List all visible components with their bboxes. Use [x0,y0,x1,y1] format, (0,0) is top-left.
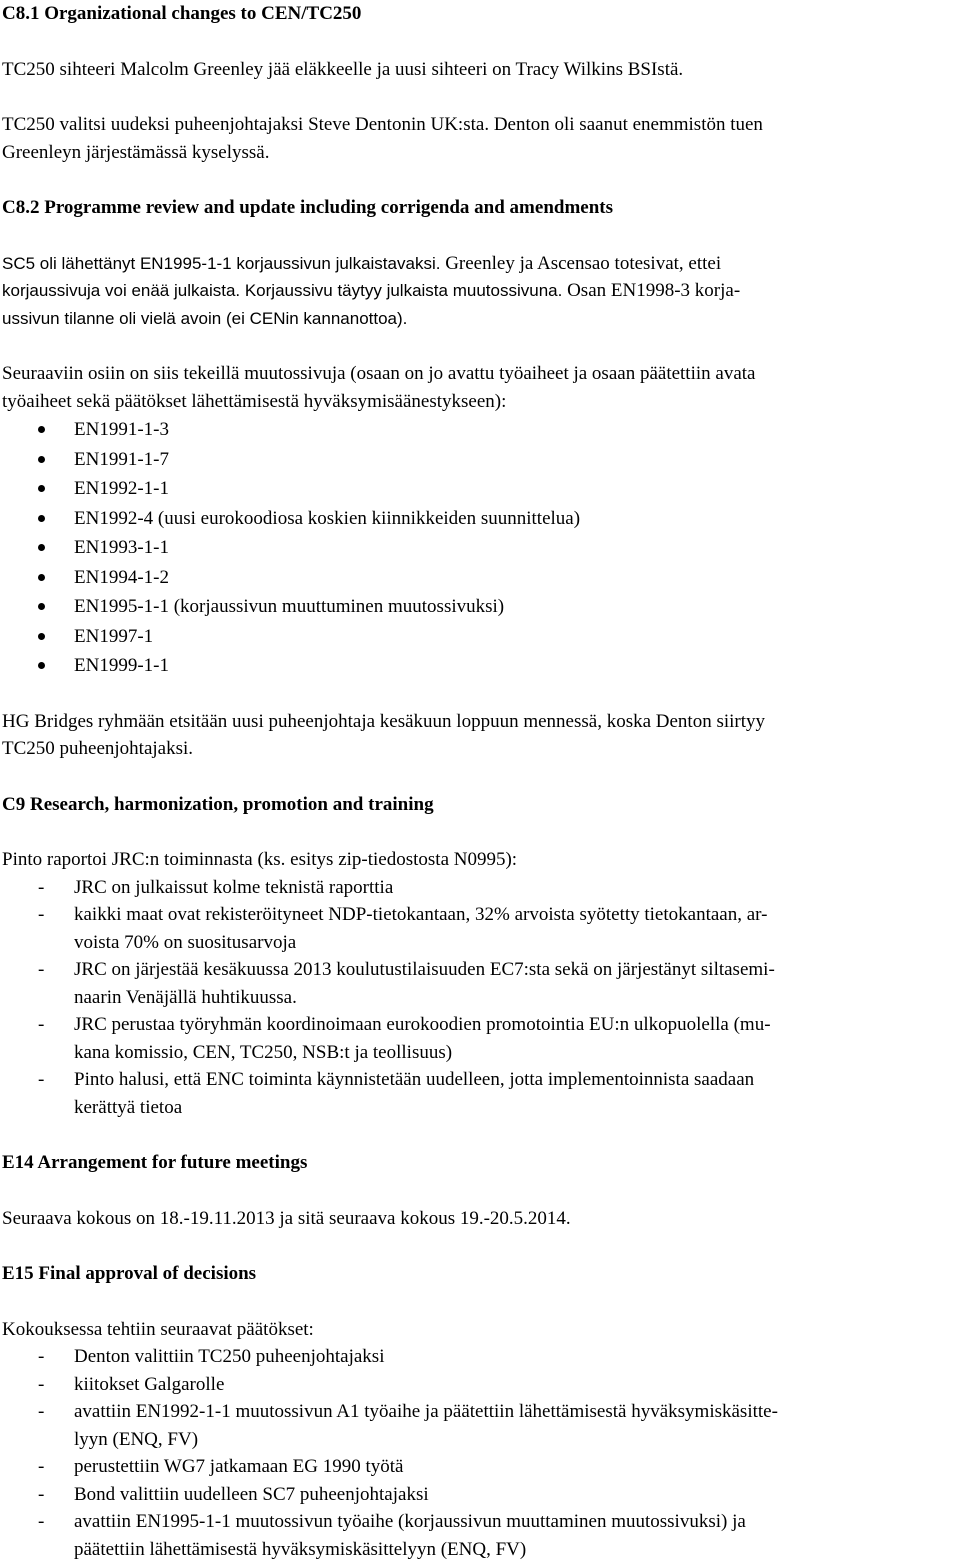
decisions-list [2,1343,960,1563]
list-item-text: EN1992-1-1 [74,478,169,499]
list-item [2,651,960,681]
bullet-icon [38,544,45,551]
list-item-text: lyyn (ENQ, FV) [74,1428,199,1450]
list-item-text: EN1995-1-1 (korjaussivun muuttuminen muutossivuksi) [74,596,505,617]
list-item-text: EN1991-1-7 [74,448,169,470]
dash-marker: - [38,904,45,925]
paragraph-e14-next-meeting: Seuraava kokous on 18.-19.11.2013 ja sitä seuraava kokous 19.-20.5.2014. [2,1207,571,1229]
bullet-icon [38,603,45,610]
bullet-icon [38,574,45,581]
paragraph-fragment: korjaussivuja voi enää julkaista. [2,281,241,300]
bullet-icon [38,426,45,433]
paragraph-fragment: Greenley ja Ascensao totesivat, ettei [440,252,722,274]
list-item-text: Pinto halusi, että ENC toiminta käynnistetään uudelleen, jotta implementoinnista saadaan [74,1069,755,1090]
bullet-icon [38,485,45,492]
list-item-text: EN1997-1 [74,625,154,647]
list-item-text: kerättyä tietoa [74,1096,183,1118]
heading-e15: E15 Final approval of decisions [2,1263,257,1284]
paragraph-line: Greenleyn järjestämässä kyselyssä. [2,141,270,163]
paragraph-line: TC250 valitsi uudeksi puheenjohtajaksi Steve Dentonin UK:sta. Denton oli saanut enemmistön tuen [2,114,763,135]
list-item-text: Denton valittiin TC250 puheenjohtajaksi [74,1346,385,1367]
list-item [2,1371,960,1399]
list-item [2,415,960,445]
list-item-text: voista 70% on suositusarvoja [74,931,297,953]
list-item [2,1066,960,1121]
dash-marker: - [38,1373,45,1395]
bullet-icon [38,456,45,463]
list-item [2,874,960,902]
list-item [2,1508,960,1563]
paragraph-e15-intro: Kokouksessa tehtiin seuraavat päätökset: [2,1318,314,1340]
list-item [2,504,960,534]
list-item-text: EN1994-1-2 [74,566,169,588]
list-item [2,901,960,956]
paragraph-c8-2-amendments [2,360,960,415]
list-item [2,956,960,1011]
list-item [2,533,960,563]
list-item [2,445,960,475]
list-item-text: JRC perustaa työryhmän koordinoimaan eurokoodien promotointia EU:n ulkopuolella (mu- [74,1014,771,1035]
paragraph-line: Seuraaviin osiin on siis tekeillä muutossivuja (osaan on jo avattu työaiheet ja osaan päätettiin avata [2,363,756,384]
list-item-text: kana komissio, CEN, TC250, NSB:t ja teollisuus) [74,1041,453,1063]
paragraph-c8-2-corrigenda [2,250,960,333]
paragraph-fragment: Osan EN1998-3 korja- [562,280,741,301]
dash-marker: - [38,1069,45,1090]
dash-marker: - [38,1346,45,1367]
paragraph-line: TC250 puheenjohtajaksi. [2,738,194,759]
list-item [2,563,960,593]
heading-c9: C9 Research, harmonization, promotion and training [2,793,434,815]
paragraph-fragment: Korjaussivu täytyy julkaista muutossivuna. [240,281,563,300]
dash-marker: - [38,1456,45,1477]
dash-marker: - [38,1483,45,1505]
list-item-text: EN1992-4 (uusi eurokoodiosa koskien kiinnikkeiden suunnittelua) [74,507,581,529]
paragraph-line: työaiheet sekä päätökset lähettämisestä hyväksymisäänestykseen): [2,390,507,412]
paragraph-fragment: SC5 oli lähettänyt EN1995-1-1 korjaussivun julkaistavaksi. [2,253,441,273]
paragraph-c8-1-chair [2,111,960,166]
list-item-text: Bond valittiin uudelleen SC7 puheenjohtajaksi [74,1483,429,1505]
paragraph-c8-2-bridges [2,708,960,763]
list-item-text: kiitokset Galgarolle [74,1373,225,1395]
list-item [2,1453,960,1481]
list-item-text: avattiin EN1995-1-1 muutossivun työaihe (korjaussivun muuttaminen muutossivuksi) ja [74,1511,746,1532]
list-item-text: perustettiin WG7 jatkamaan EG 1990 työtä [74,1456,404,1477]
list-item-text: naarin Venäjällä huhtikuussa. [74,986,297,1008]
paragraph-c8-1-secretary: TC250 sihteeri Malcolm Greenley jää eläkkeelle ja uusi sihteeri on Tracy Wilkins BSIstä. [2,58,684,80]
list-item-text: JRC on julkaissut kolme teknistä raporttia [74,876,394,898]
dash-marker: - [38,1401,45,1422]
heading-c8-2: C8.2 Programme review and update including corrigenda and amendments [2,197,613,218]
list-item-text: kaikki maat ovat rekisteröityneet NDP-tietokantaan, 32% arvoista syötetty tietokantaan, ar- [74,904,768,925]
amendment-list [2,415,960,681]
bullet-icon [38,662,45,669]
bullet-icon [38,515,45,522]
list-item-text: EN1993-1-1 [74,537,169,558]
jrc-list [2,874,960,1122]
list-item [2,1398,960,1453]
dash-marker: - [38,1014,45,1035]
paragraph-line: HG Bridges ryhmään etsitään uusi puheenjohtaja kesäkuun loppuun mennessä, koska Denton siirtyy [2,710,766,732]
dash-marker: - [38,1511,45,1532]
list-item [2,1011,960,1066]
list-item-text: EN1991-1-3 [74,419,169,440]
list-item-text: avattiin EN1992-1-1 muutossivun A1 työaihe ja päätettiin lähettämisestä hyväksymiskäsitte- [74,1401,778,1422]
bullet-icon [38,633,45,640]
list-item-text: JRC on järjestää kesäkuussa 2013 koulutustilaisuuden EC7:sta sekä on järjestänyt siltasemi- [74,959,775,980]
heading-e14: E14 Arrangement for future meetings [2,1152,308,1173]
list-item [2,474,960,504]
dash-marker: - [38,876,45,898]
list-item [2,1343,960,1371]
list-item-text: EN1999-1-1 [74,655,169,676]
list-item-text: päätettiin lähettämisestä hyväksymiskäsittelyyn (ENQ, FV) [74,1538,527,1560]
list-item [2,622,960,652]
heading-c8-1: C8.1 Organizational changes to CEN/TC250 [2,3,362,24]
paragraph-fragment: ussivun tilanne oli vielä avoin (ei CENin kannanottoa). [2,308,408,328]
list-item [2,592,960,622]
dash-marker: - [38,959,45,980]
list-item [2,1481,960,1509]
paragraph-c9-intro: Pinto raportoi JRC:n toiminnasta (ks. esitys zip-tiedostosta N0995): [2,849,518,870]
